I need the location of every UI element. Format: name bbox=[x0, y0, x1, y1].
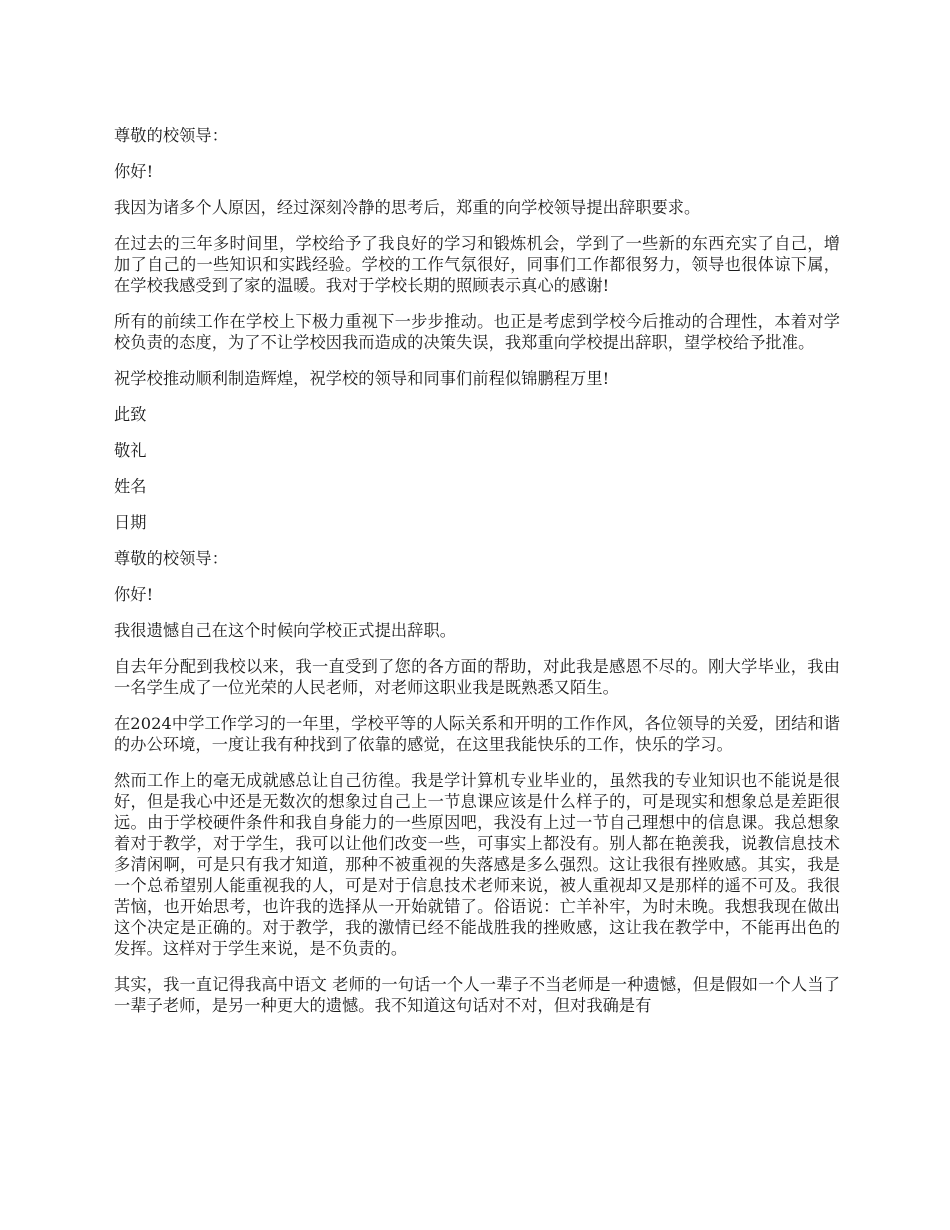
salutation: 尊敬的校领导： bbox=[114, 126, 229, 145]
body-paragraph: 我因为诸多个人原因，经过深刻冷静的思考后，郑重的向学校领导提出辞职要求。 bbox=[114, 198, 701, 217]
body-paragraph: 在2024中学工作学习的一年里，学校平等的人际关系和开明的工作作风，各位领导的关爱，团结和谐的办公环境，一度让我有种找到了依靠的感觉，在这里我能快乐的工作，快乐的学习。 bbox=[114, 714, 840, 754]
body-paragraph: 我很遗憾自己在这个时候向学校正式提出辞职。 bbox=[114, 621, 457, 640]
body-paragraph: 祝学校推动顺利制造辉煌，祝学校的领导和同事们前程似锦鹏程万里! bbox=[114, 369, 610, 388]
greeting: 你好! bbox=[114, 585, 154, 604]
signature-date: 日期 bbox=[114, 513, 147, 532]
body-paragraph: 其实，我一直记得我高中语文 老师的一句话一个人一辈子不当老师是一种遗憾，但是假如一个人当了一辈子老师，是另一种更大的遗憾。我不知道这句话对不对，但对我确是有 bbox=[114, 975, 840, 1015]
salutation: 尊敬的校领导： bbox=[114, 549, 229, 568]
document-body bbox=[114, 125, 840, 1031]
body-paragraph: 然而工作上的毫无成就感总让自己彷徨。我是学计算机专业毕业的，虽然我的专业知识也不能说是很好，但是我心中还是无数次的想象过自己上一节息课应该是什么样子的，可是现实和想象总是差距很远。由于学校硬件条件和我自身能力的一些原因吧，我没有上过一节自己理想中的信息课。我总想象着对于教学，对于学生，我可以让他们改变一些，可事实上都没有。别人都在艳羡我，说教信息技术多清闲啊，可是只有我才知道，那种不被重视的失落感是多么强烈。这让我很有挫败感。其实，我是一个总希望别人能重视我的人，可是对于信息技术老师来说，被人重视却又是那样的遥不可及。我很苦恼，也开始思考，也许我的选择从一开始就错了。俗语说：亡羊补牢，为时未晚。我想我现在做出这个决定是正确的。对于教学，我的激情已经不能战胜我的挫败感，这让我在教学中，不能再出色的发挥。这样对于学生来说，是不负责的。 bbox=[114, 771, 840, 958]
closing-line: 此致 bbox=[114, 405, 147, 424]
body-paragraph: 自去年分配到我校以来，我一直受到了您的各方面的帮助，对此我是感恩不尽的。刚大学毕业，我由一名学生成了一位光荣的人民老师，对老师这职业我是既熟悉又陌生。 bbox=[114, 657, 840, 697]
closing-line: 敬礼 bbox=[114, 441, 147, 460]
greeting: 你好! bbox=[114, 162, 154, 181]
body-paragraph: 在过去的三年多时间里，学校给予了我良好的学习和锻炼机会，学到了一些新的东西充实了自己，增加了自己的一些知识和实践经验。学校的工作气氛很好，同事们工作都很努力，领导也很体谅下属，在学校我感受到了家的温暖。我对于学校长期的照顾表示真心的感谢! bbox=[114, 234, 840, 295]
body-paragraph: 所有的前续工作在学校上下极力重视下一步步推动。也正是考虑到学校今后推动的合理性，本着对学校负责的态度，为了不让学校因我而造成的决策失误，我郑重向学校提出辞职，望学校给予批准。 bbox=[114, 312, 840, 352]
signature-name: 姓名 bbox=[114, 477, 147, 496]
